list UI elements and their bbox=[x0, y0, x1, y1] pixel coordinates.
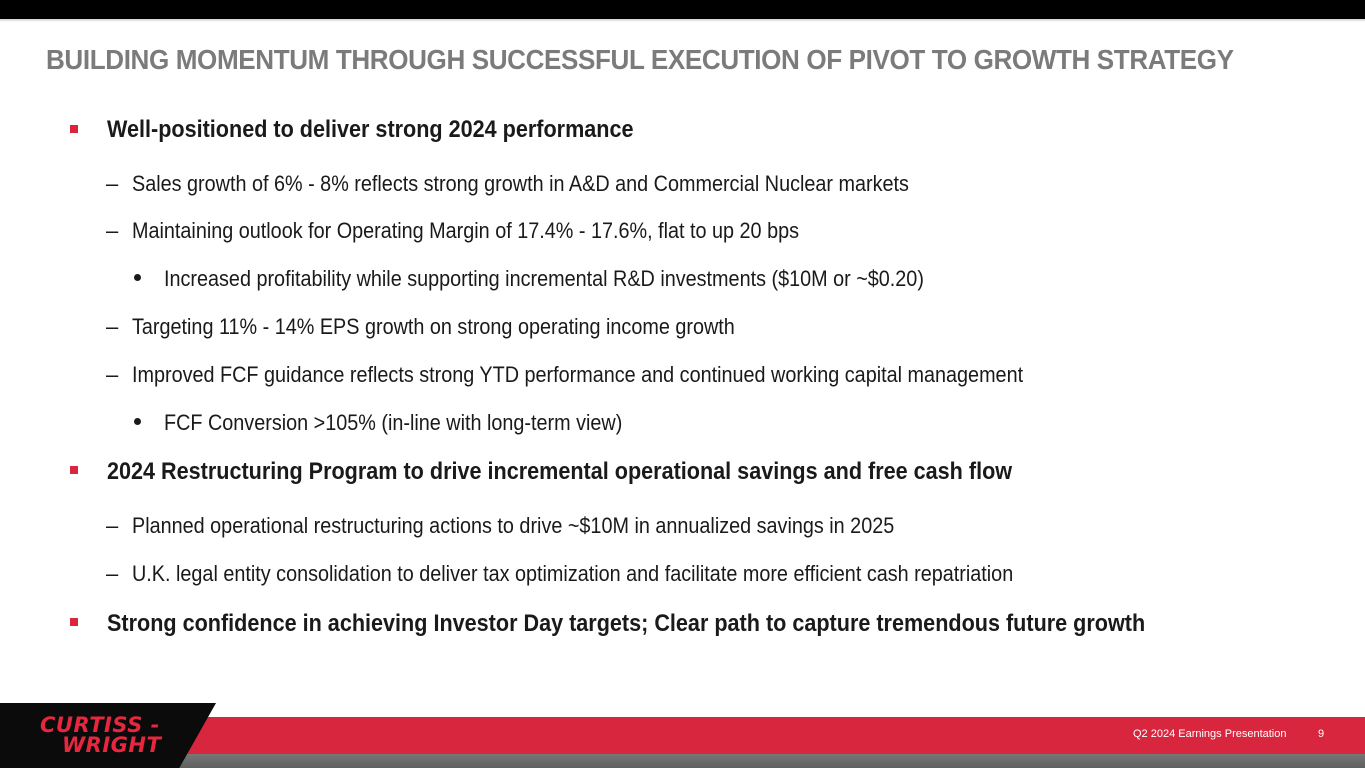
footer-grey-strip bbox=[0, 752, 1365, 768]
dash-bullet-icon: – bbox=[106, 561, 119, 586]
logo-line-2: WRIGHT bbox=[62, 733, 162, 757]
bullet-level2 bbox=[132, 513, 979, 539]
bullet-text: U.K. legal entity consolidation to deliver tax optimization and facilitate more efficient cash repatriation bbox=[132, 561, 1014, 586]
bullet-level1 bbox=[107, 458, 1113, 486]
bullet-level3 bbox=[164, 410, 673, 436]
dash-bullet-icon: – bbox=[106, 513, 119, 538]
bullet-text: Well-positioned to deliver strong 2024 performance bbox=[107, 116, 634, 143]
bullet-text: Improved FCF guidance reflects strong YTD performance and continued working capital management bbox=[132, 362, 1024, 387]
dash-bullet-icon: – bbox=[106, 171, 119, 196]
slide-title: BUILDING MOMENTUM THROUGH SUCCESSFUL EXECUTION OF PIVOT TO GROWTH STRATEGY bbox=[46, 44, 1234, 75]
bullet-level2 bbox=[132, 561, 1111, 587]
bullet-text: Targeting 11% - 14% EPS growth on strong operating income growth bbox=[132, 314, 735, 339]
bullet-level2 bbox=[132, 218, 873, 244]
page-number: 9 bbox=[1318, 728, 1325, 740]
bullet-level2 bbox=[132, 362, 1122, 388]
top-black-bar bbox=[0, 0, 1365, 19]
bullet-text: Sales growth of 6% - 8% reflects strong growth in A&D and Commercial Nuclear markets bbox=[132, 171, 909, 196]
bullet-text: Strong confidence in achieving Investor Day targets; Clear path to capture tremendous future growth bbox=[107, 610, 1146, 637]
bullet-text: 2024 Restructuring Program to drive incremental operational savings and free cash flow bbox=[107, 458, 1013, 485]
dot-bullet-icon bbox=[134, 274, 141, 281]
bullet-text: Increased profitability while supporting incremental R&D investments ($10M or ~$0.20) bbox=[164, 266, 924, 291]
square-bullet-icon bbox=[70, 466, 78, 474]
bullet-level1 bbox=[107, 116, 692, 144]
bullet-text: FCF Conversion >105% (in-line with long-term view) bbox=[164, 410, 623, 435]
bullet-text: Maintaining outlook for Operating Margin of 17.4% - 17.6%, flat to up 20 bps bbox=[132, 218, 799, 243]
square-bullet-icon bbox=[70, 125, 78, 133]
bullet-level1 bbox=[107, 610, 1261, 638]
dash-bullet-icon: – bbox=[106, 362, 119, 387]
bullet-level2 bbox=[132, 171, 995, 197]
logo-line-1: CURTISS - bbox=[40, 713, 160, 737]
bullet-level3 bbox=[164, 266, 1008, 292]
curtiss-wright-logo bbox=[40, 713, 190, 761]
dash-bullet-icon: – bbox=[106, 314, 119, 339]
dash-bullet-icon: – bbox=[106, 218, 119, 243]
bullet-level2 bbox=[132, 314, 802, 340]
square-bullet-icon bbox=[70, 618, 78, 626]
dot-bullet-icon bbox=[134, 418, 141, 425]
bullet-text: Planned operational restructuring actions to drive ~$10M in annualized savings in 2025 bbox=[132, 513, 895, 538]
presentation-label: Q2 2024 Earnings Presentation bbox=[1133, 728, 1287, 740]
